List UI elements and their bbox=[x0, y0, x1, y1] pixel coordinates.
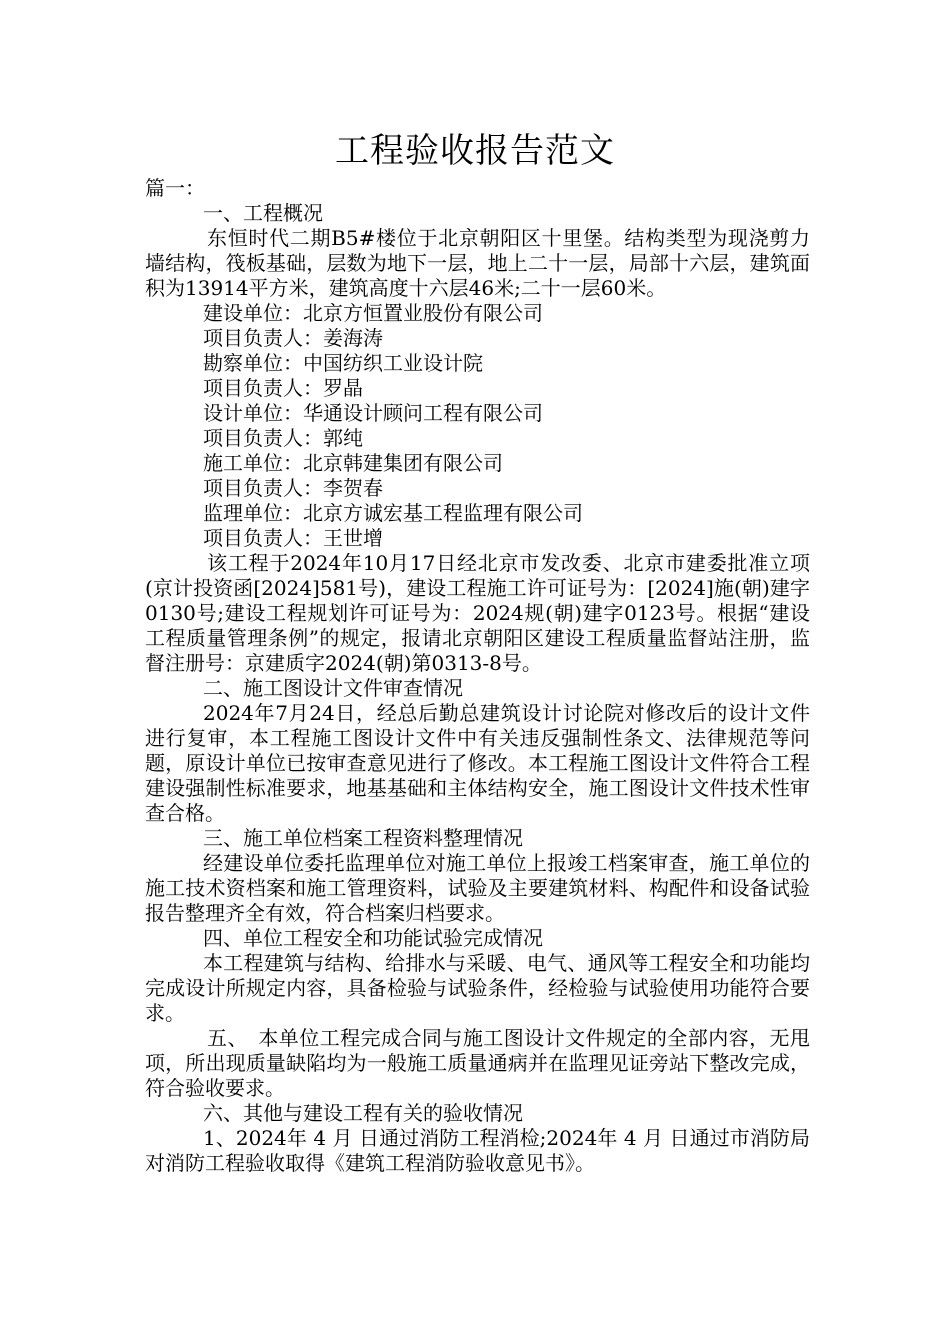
paragraph-fire-acceptance: 1、2024年 4 月 日通过消防工程消检;2024年 4 月 日通过市消防局对消防工程验收取得《建筑工程消防验收意见书》。 bbox=[145, 1126, 810, 1175]
paragraph-archive-status: 经建设单位委托监理单位对施工单位上报竣工档案审查，施工单位的施工技术资档案和施工管理资料，试验及主要建筑材料、构配件和设备试验报告整理齐全有效，符合档案归档要求。 bbox=[145, 851, 810, 925]
paragraph-approval-info: 该工程于2024年10月17日经北京市发改委、北京市建委批准立项(京计投资函[2024]581号)，建设工程施工许可证号为：[2024]施(朝)建字0130号;建设工程规划许可证号为：2024规(朝)建字0123号。根据“建设工程质量管理条例”的规定，报请北京朝阳区建设工程质量监督站注册，监督注册号：京建质字2024(朝)第0313-8号。 bbox=[145, 551, 810, 675]
paragraph-project-description: 东恒时代二期B5#楼位于北京朝阳区十里堡。结构类型为现浇剪力墙结构，筏板基础，层数为地下一层，地上二十一层，局部十六层，建筑面积为13914平方米，建筑高度十六层46米;二十一层60米。 bbox=[145, 226, 810, 300]
line-survey-unit-manager: 项目负责人：罗晶 bbox=[203, 376, 363, 400]
paragraph-completion: 五、 本单位工程完成合同与施工图设计文件规定的全部内容，无甩项，所出现质量缺陷均为一般施工质量通病并在监理见证旁站下整改完成，符合验收要求。 bbox=[145, 1026, 810, 1100]
line-construction-unit-manager: 项目负责人：姜海涛 bbox=[203, 326, 383, 350]
line-supervision-unit-manager: 项目负责人：王世增 bbox=[203, 526, 383, 550]
line-builder-unit: 施工单位：北京韩建集团有限公司 bbox=[203, 451, 503, 475]
heading-archive-status: 三、施工单位档案工程资料整理情况 bbox=[203, 826, 523, 850]
line-survey-unit: 勘察单位：中国纺织工业设计院 bbox=[203, 351, 483, 375]
heading-other-acceptance: 六、其他与建设工程有关的验收情况 bbox=[203, 1101, 523, 1125]
heading-safety-tests: 四、单位工程安全和功能试验完成情况 bbox=[203, 926, 543, 950]
line-design-unit-manager: 项目负责人：郭纯 bbox=[203, 426, 363, 450]
heading-project-overview: 一、工程概况 bbox=[203, 201, 323, 225]
paragraph-safety-tests: 本工程建筑与结构、给排水与采暖、电气、通风等工程安全和功能均完成设计所规定内容，具备检验与试验条件，经检验与试验使用功能符合要求。 bbox=[145, 951, 810, 1025]
line-builder-unit-manager: 项目负责人：李贺春 bbox=[203, 476, 383, 500]
line-supervision-unit: 监理单位：北京方诚宏基工程监理有限公司 bbox=[203, 501, 583, 525]
heading-design-review: 二、施工图设计文件审查情况 bbox=[203, 676, 463, 700]
document-body bbox=[145, 176, 810, 1176]
line-design-unit: 设计单位：华通设计顾问工程有限公司 bbox=[203, 401, 543, 425]
paragraph-design-review: 2024年7月24日，经总后勤总建筑设计讨论院对修改后的设计文件进行复审，本工程施工图设计文件中有关违反强制性条文、法律规范等问题，原设计单位已按审查意见进行了修改。本工程施工图设计文件符合工程建设强制性标准要求，地基基础和主体结构安全，施工图设计文件技术性审查合格。 bbox=[145, 701, 810, 825]
document-title: 工程验收报告范文 bbox=[335, 131, 615, 171]
line-construction-unit: 建设单位：北京方恒置业股份有限公司 bbox=[203, 301, 543, 325]
section-label: 篇一： bbox=[145, 176, 205, 200]
